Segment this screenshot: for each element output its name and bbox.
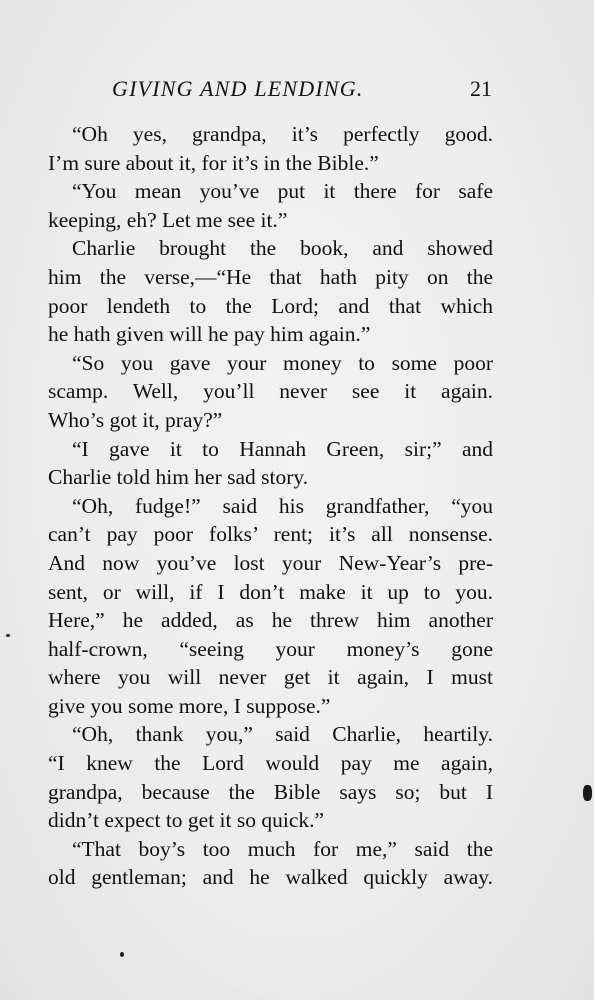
- text-line: keeping, eh? Let me see it.”: [48, 207, 288, 232]
- text-line: can’t pay poor folks’ rent; it’s all nonsense.: [48, 522, 493, 547]
- text-line: I’m sure about it, for it’s in the Bible.”: [48, 150, 379, 175]
- text-line: half-crown, “seeing your money’s gone: [48, 636, 493, 661]
- text-line: Charlie told him her sad story.: [48, 465, 309, 490]
- text-line: didn’t expect to get it so quick.”: [48, 808, 325, 833]
- text-line: Who’s got it, pray?”: [48, 407, 223, 432]
- text-line: give you some more, I suppose.”: [48, 693, 331, 718]
- text-line: him the verse,—“He that hath pity on the: [48, 264, 493, 289]
- text-line: grandpa, because the Bible says so; but I: [48, 779, 493, 804]
- page-number: 21: [470, 76, 492, 101]
- text-line: “Oh, thank you,” said Charlie, heartily.: [72, 722, 493, 747]
- text-line: “That boy’s too much for me,” said the: [72, 836, 493, 861]
- text-line: sent, or will, if I don’t make it up to you.: [48, 579, 493, 604]
- text-line: “Oh, fudge!” said his grandfather, “you: [72, 493, 493, 518]
- body-text: [48, 120, 493, 892]
- text-line: “I knew the Lord would pay me again,: [48, 751, 493, 776]
- text-line: And now you’ve lost your New-Year’s pre-: [48, 550, 493, 575]
- ink-speck: [583, 785, 592, 801]
- text-line: where you will never get it again, I must: [48, 665, 493, 690]
- text-line: “Oh yes, grandpa, it’s perfectly good.: [72, 122, 493, 146]
- text-line: “I gave it to Hannah Green, sir;” and: [72, 436, 493, 461]
- text-line: Here,” he added, as he threw him another: [48, 608, 493, 633]
- text-line: “So you gave your money to some poor: [72, 350, 493, 375]
- ink-speck: [120, 952, 124, 957]
- text-line: he hath given will he pay him again.”: [48, 322, 371, 347]
- text-line: Charlie brought the book, and showed: [72, 236, 493, 261]
- running-title: GIVING AND LENDING.: [112, 76, 364, 101]
- text-line: “You mean you’ve put it there for safe: [72, 179, 493, 204]
- text-line: poor lendeth to the Lord; and that which: [48, 293, 493, 318]
- text-line: old gentleman; and he walked quickly away.: [48, 865, 493, 890]
- text-line: scamp. Well, you’ll never see it again.: [48, 379, 493, 404]
- running-head: [112, 76, 492, 106]
- ink-speck: [6, 634, 10, 637]
